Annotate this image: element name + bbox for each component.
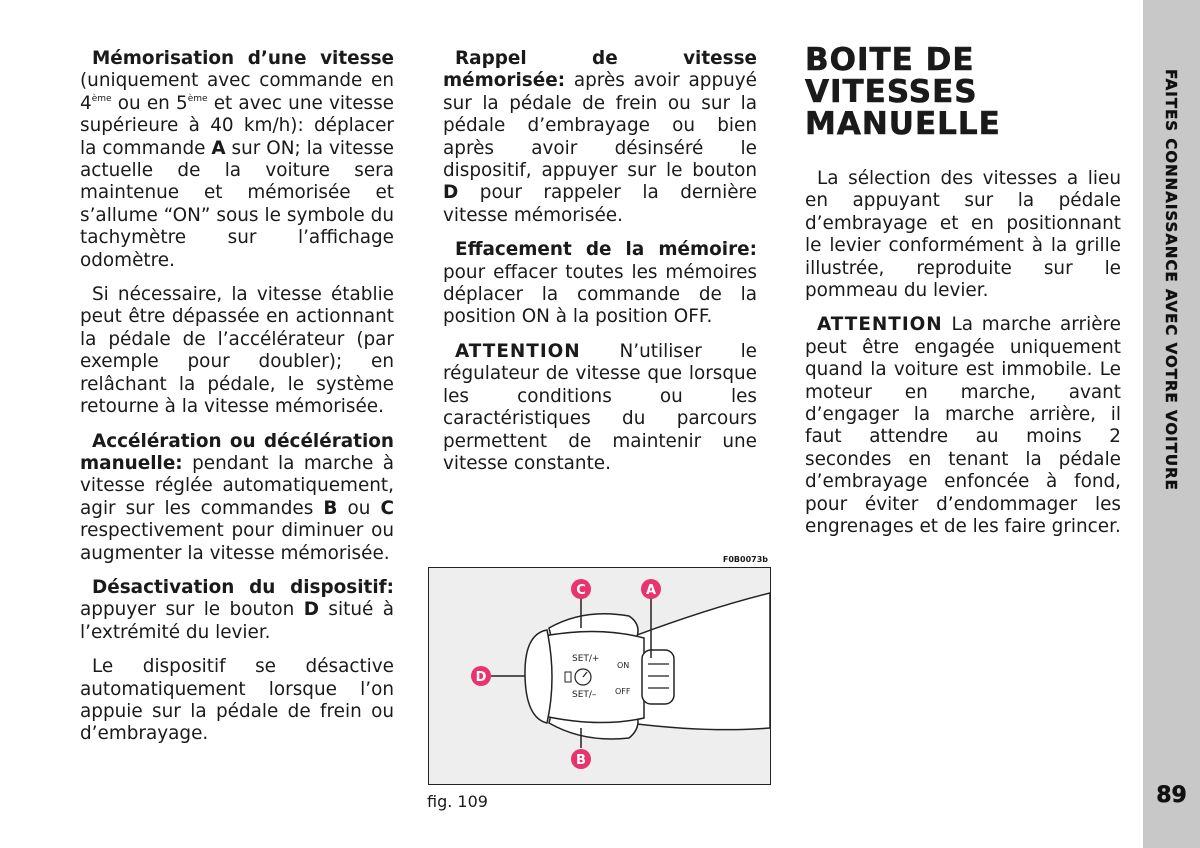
column-3 [805,44,1121,551]
heading-effacement: Effacement de la mémoire: [455,239,757,261]
paragraph-desactivation-auto: Le dispositif se désactive automatiquement lorsque l’on appuie sur la pédale de frein ou d’embrayage. [80,656,394,745]
paragraph-attention-regulateur: ATTENTION N’utiliser le régulateur de vitesse que lorsque les conditions ou les caractéristiques du parcours permettent de maintenir une vitesse constante. [443,340,757,474]
svg-text:D: D [475,670,487,685]
section-title: BOITE DE VITESSES MANUELLE [805,42,1001,142]
paragraph-acceleration: Accélération ou décélération manuelle: pendant la marche à vitesse réglée automatiquement, agir sur les commandes B ou C respectivement pour diminuer ou augmenter la vitesse mémorisée. [80,430,394,564]
paragraph-selection: La sélection des vitesses a lieu en appuyant sur la pédale d’embrayage et en positionnant le levier conformément à la grille illustrée, reproduite sur le pommeau du levier. [805,168,1121,302]
rotary-switch-a [642,650,674,704]
paragraph-depassement: Si nécessaire, la vitesse établie peut être dépassée en actionnant la pédale de l’accélérateur (par exemple pour doubler); en relâchant la pédale, le système retourne à la vitesse mémorisée. [80,284,394,418]
off-label: OFF [615,687,631,696]
lever-illustration [429,568,770,784]
set-minus-label: SET/– [572,690,597,700]
paragraph-attention-marche-arriere: ATTENTION La marche arrière peut être engagée uniquement quand la voiture est immobile. Le moteur en marche, avant d’engager la marche arrière, il faut attendre au moins 2 secondes en tenant la pédale d’embrayage enfoncée à fond, pour éviter d’endommager les engrenages et de les faire grincer. [805,314,1121,538]
heading-acceleration: Accélération ou décélération manuelle: [80,430,394,474]
set-plus-label: SET/+ [572,654,600,664]
svg-text:C: C [576,583,586,598]
column-2 [443,48,757,487]
heading-desactivation: Désactivation du dispositif: [92,576,394,598]
column-1 [80,48,394,758]
chapter-title: FAITES CONNAISSANCE AVEC VOTRE VOITURE [1162,69,1180,491]
paragraph-effacement: Effacement de la mémoire: pour effacer toutes les mémoires déplacer la commande de la position ON à la position OFF. [443,239,757,328]
figure-code: F0B0073b [722,555,768,564]
svg-text:B: B [576,753,586,768]
figure-cruise-control-lever [428,567,771,785]
page-number: 89 [1156,783,1187,808]
heading-memorisation: Mémorisation d’une vitesse [92,48,394,69]
paragraph-desactivation: Désactivation du dispositif: appuyer sur le bouton D situé à l’extrémité du levier. [80,576,394,643]
lever-head [544,631,644,722]
on-label: ON [617,661,630,670]
attention-label: ATTENTION [455,340,581,362]
heading-rappel: Rappel de vitesse mémorisée: [443,48,757,92]
paragraph-memorisation: Mémorisation d’une vitesse (uniquement avec commande en 4ème ou en 5ème et avec une vitesse supérieure à 40 km/h): déplacer la commande A sur ON; la vitesse actuelle de la voiture sera maintenue et mémorisée et s’allume “ON” sous le symbole du tachymètre sur l’affichage odomètre. [80,48,394,271]
paragraph-rappel: Rappel de vitesse mémorisée: après avoir appuyé sur la pédale de frein ou sur la pédale d’embrayage ou bien après avoir désinséré le dispositif, appuyer sur le bouton D pour rappeler la dernière vitesse mémorisée. [443,48,757,226]
figure-caption: fig. 109 [427,792,488,811]
end-button-d [525,630,552,723]
attention-label: ATTENTION [817,314,943,336]
svg-text:A: A [645,583,657,598]
